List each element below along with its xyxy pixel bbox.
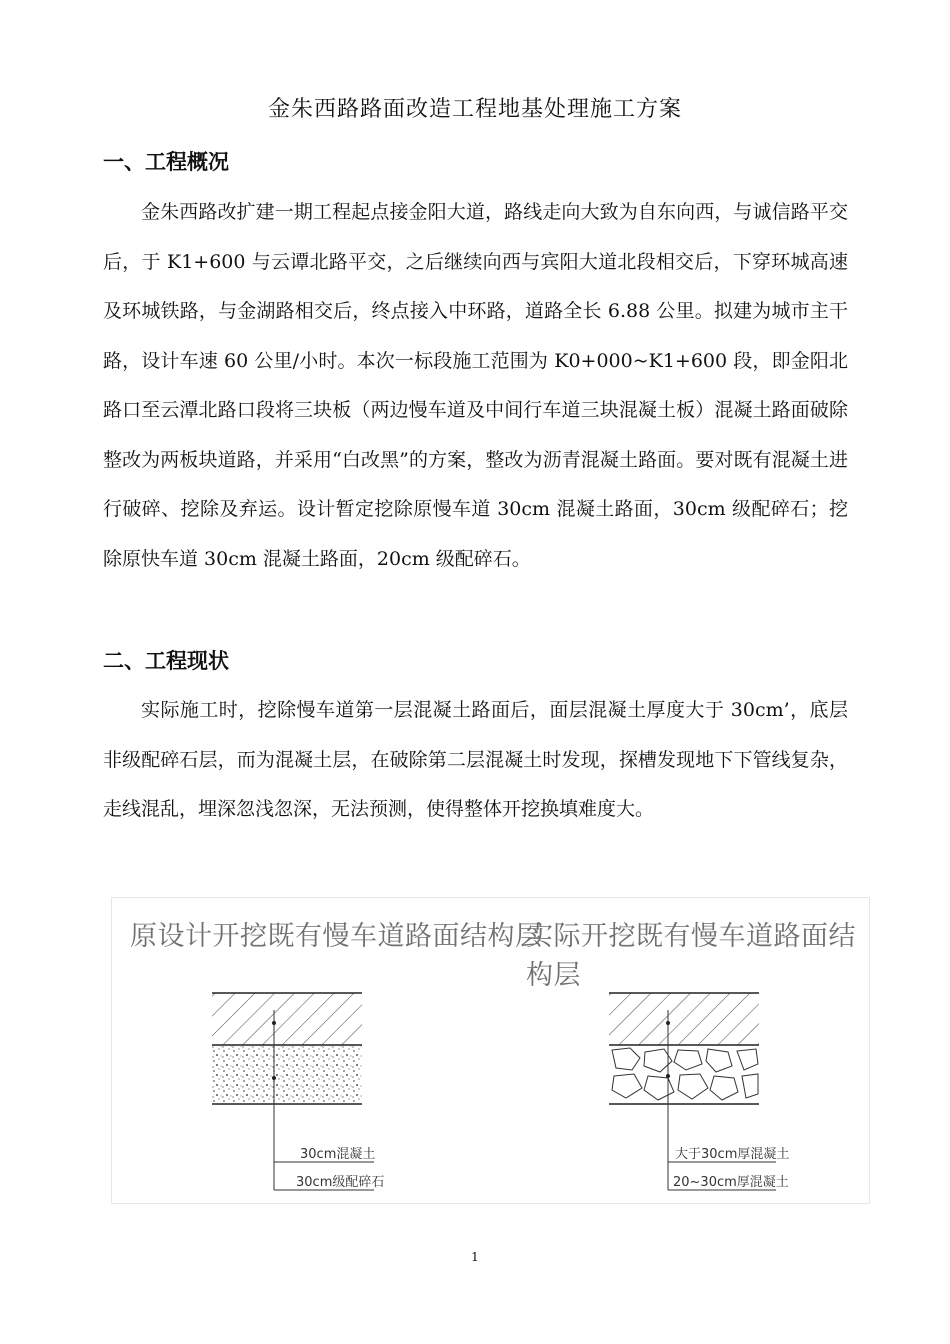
right-rubble-concrete-layer <box>609 1048 759 1104</box>
section-heading-status: 二、工程现状 <box>103 649 229 673</box>
right-label-top: 大于30cm厚混凝土 <box>675 1147 790 1162</box>
section-paragraph-status: 实际施工时，挖除慢车道第一层混凝土路面后，面层混凝土厚度大于 30cm’，底层非级配碎石层，而为混凝土层，在破除第二层混凝土时发现，探槽发现地下下管线复杂，走线混乱，埋深忽浅忽深，无法预测，使得整体开挖换填难度大。 <box>103 699 848 820</box>
right-hatched-concrete-layer <box>609 993 759 1045</box>
figure-right-title: 实际开挖既有慢车道路面结构层 <box>526 921 856 991</box>
document-title: 金朱西路路面改造工程地基处理施工方案 <box>267 97 682 122</box>
left-label-top: 30cm混凝土 <box>300 1147 376 1162</box>
section-heading-overview: 一、工程概况 <box>103 150 229 174</box>
left-gravel-layer <box>212 1046 362 1104</box>
left-label-bottom: 30cm级配碎石 <box>296 1175 385 1190</box>
left-hatched-concrete-layer <box>212 993 362 1045</box>
figure-left-title: 原设计开挖既有慢车道路面结构层 <box>130 921 543 952</box>
page-number: 1 <box>471 1250 479 1264</box>
section-paragraph-overview: 金朱西路改扩建一期工程起点接金阳大道，路线走向大致为自东向西，与诚信路平交后，于 K1+600 与云谭北路平交，之后继续向西与宾阳大道北段相交后，下穿环城高速及环城铁路，与金湖路相交后，终点接入中环路，道路全长 6.88 公里。拟建为城市主干路，设计车速 60 公里/小时。本次一标段施工范围为 K0+000~K1+600 段，即金阳北路口至云潭北路口段将三块板（两边慢车道及中间行车道三块混凝土板）混凝土路面破除整改为两板块道路，并采用“白改黑”的方案，整改为沥青混凝土路面。要对既有混凝土进行破碎、挖除及弃运。设计暂定挖除原慢车道 30cm 混凝土路面，30cm 级配碎石；挖除原快车道 30cm 混凝土路面，20cm 级配碎石。 <box>103 201 848 570</box>
right-label-bottom: 20~30cm厚混凝土 <box>673 1175 789 1190</box>
pavement-structure-figure <box>111 897 870 1204</box>
